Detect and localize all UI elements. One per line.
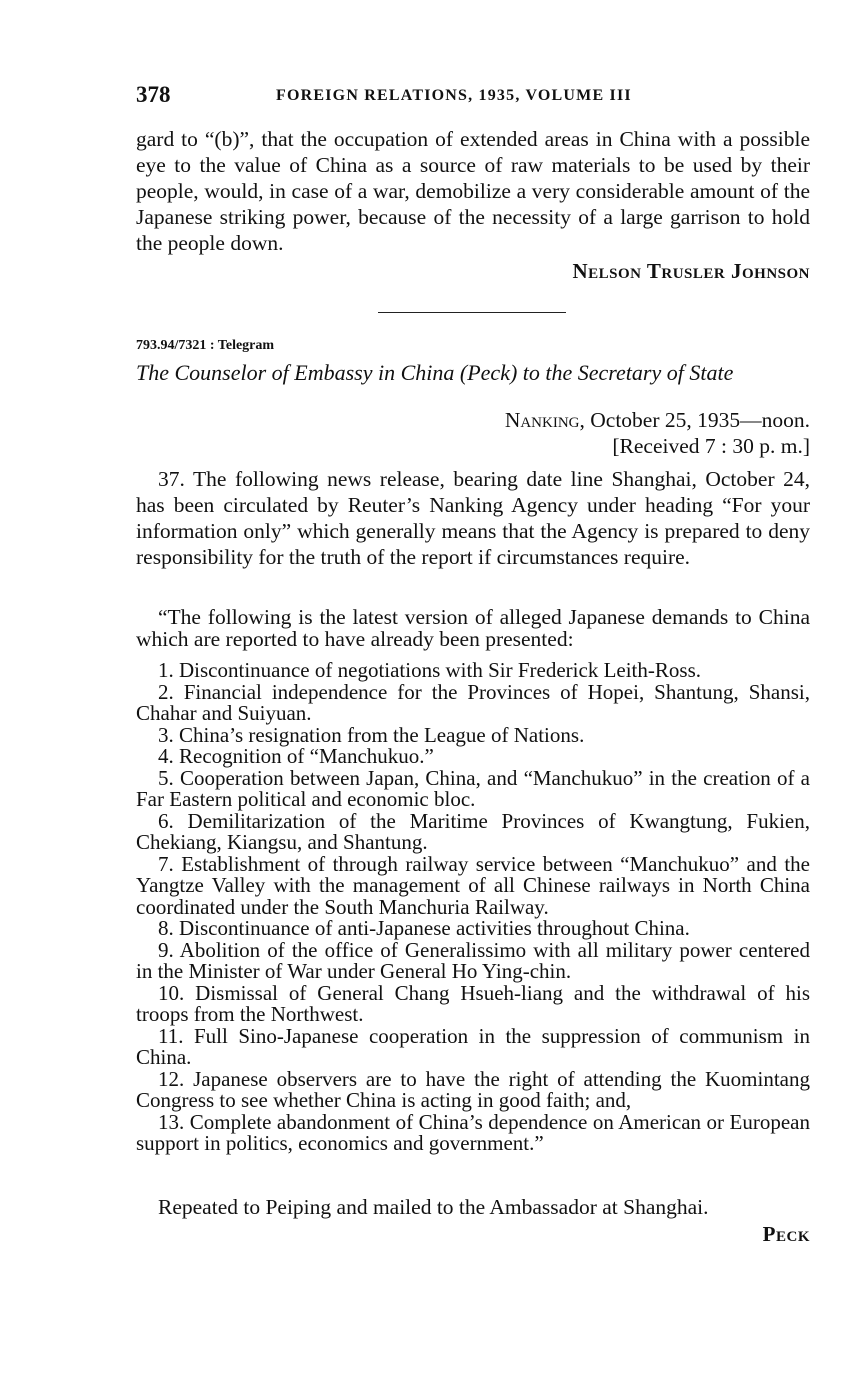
document-title: The Counselor of Embassy in China (Peck) to the Secretary of State <box>136 360 734 385</box>
received-line: [Received 7 : 30 p. m.] <box>612 434 810 458</box>
demands-list <box>136 660 810 1155</box>
demands-intro-paragraph: “The following is the latest version of alleged Japanese demands to China which are reported to have already been presented: <box>136 605 810 651</box>
dateline-place: Nanking, <box>504 408 585 432</box>
demand-item: 8. Discontinuance of anti-Japanese activities throughout China. <box>158 916 690 940</box>
signature-text: Nelson Trusler Johnson <box>572 259 810 283</box>
demand-item: 11. Full Sino-Japanese cooperation in the suppression of communism in China. <box>136 1023 810 1069</box>
demand-item: 2. Financial independence for the Provinces of Hopei, Shantung, Shansi, Chahar and Suiyuan. <box>136 679 810 725</box>
demand-item: 3. China’s resignation from the League of Nations. <box>158 722 585 747</box>
demand-item: 4. Recognition of “Manchukuo.” <box>158 744 434 768</box>
demand-item: 5. Cooperation between Japan, China, and “Manchukuo” in the creation of a Far Eastern political and economic bloc. <box>136 765 810 811</box>
demand-item: 12. Japanese observers are to have the right of attending the Kuomintang Congress to see whether China is acting in good faith; and, <box>136 1066 810 1112</box>
dateline <box>505 407 810 459</box>
page-number: 378 <box>136 82 171 107</box>
page-header <box>136 82 810 112</box>
dateline-line <box>505 407 810 433</box>
demand-item: 9. Abolition of the office of Generalissimo with all military power centered in the Minister of War under General Ho Ying-chin. <box>136 937 810 983</box>
running-head: FOREIGN RELATIONS, 1935, VOLUME III <box>276 87 632 104</box>
section-divider <box>378 312 566 313</box>
signature-text: Peck <box>762 1222 810 1246</box>
johnson-signature <box>572 259 810 284</box>
document-reference: 793.94/7321 : Telegram <box>136 338 275 353</box>
demand-item: 1. Discontinuance of negotiations with Sir Frederick Leith-Ross. <box>158 658 701 682</box>
dateline-date: October 25, 1935—noon. <box>590 408 810 432</box>
telegram-paragraph-37: 37. The following news release, bearing date line Shanghai, October 24, has been circulated by Reuter’s Nanking Agency under heading “For your information only” which generally means that the Agency is prepared to deny responsibility for the truth of the report if circumstances require. <box>136 467 810 569</box>
demand-item: 6. Demilitarization of the Maritime Provinces of Kwangtung, Fukien, Chekiang, Kiangsu, and Shantung. <box>136 808 810 854</box>
demand-item: 13. Complete abandonment of China’s dependence on American or European support in politics, economics and government.” <box>136 1109 810 1155</box>
closing-paragraph: Repeated to Peiping and mailed to the Ambassador at Shanghai. <box>158 1195 709 1219</box>
peck-signature <box>763 1222 810 1247</box>
demand-item: 10. Dismissal of General Chang Hsueh-liang and the withdrawal of his troops from the Northwest. <box>136 980 810 1026</box>
continuation-paragraph: gard to “(b)”, that the occupation of extended areas in China with a possible eye to the value of China as a source of raw materials to be used by their people, would, in case of a war, demobilize a very considerable amount of the Japanese striking power, because of the necessity of a large garrison to hold the people down. <box>136 127 810 255</box>
demand-item: 7. Establishment of through railway service between “Manchukuo” and the Yangtze Valley with the management of all Chinese railways in North China coordinated under the South Manchuria Railway. <box>136 851 810 919</box>
